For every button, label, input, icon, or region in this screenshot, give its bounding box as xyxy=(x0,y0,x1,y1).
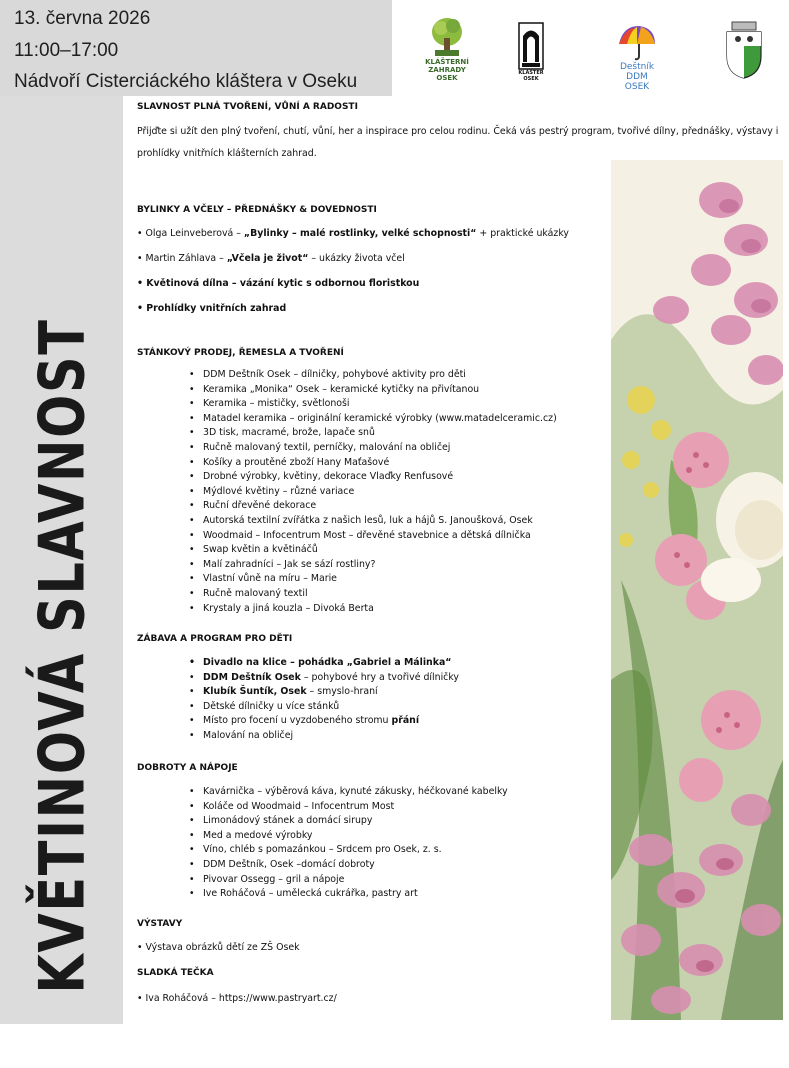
list-item: • Ručně malovaný textil, perníčky, malování na obličej xyxy=(189,441,557,456)
stankovy-list xyxy=(189,368,557,616)
logo-caption: KLÁŠTER OSEK xyxy=(518,70,544,82)
list-item: • Malí zahradníci – Jak se sází rostliny? xyxy=(189,558,557,573)
vertical-title-band xyxy=(0,96,123,1024)
vertical-event-title: KVĚTINOVÁ SLAVNOST xyxy=(25,318,99,994)
flower-watercolor-illustration xyxy=(611,160,783,1020)
list-item: • Keramika – mističky, světlonoši xyxy=(189,397,557,412)
list-item: • Swap květin a květináčů xyxy=(189,543,557,558)
list-item: • Dětské dílničky u více stánků xyxy=(189,700,459,715)
bylinky-item: • Olga Leinveberová – „Bylinky – malé rostlinky, velké schopnosti“ + praktické ukázky xyxy=(137,228,569,239)
list-item: • Pivovar Ossegg – gril a nápoje xyxy=(189,873,508,888)
event-header xyxy=(0,0,789,96)
list-item: • Krystaly a jiná kouzla – Divoká Berta xyxy=(189,602,557,617)
list-item: • Woodmaid – Infocentrum Most – dřevěné stavebnice a dětská dílnička xyxy=(189,529,557,544)
klaster-osek-logo xyxy=(514,22,548,94)
list-item: • Klubík Šuntík, Osek – smyslo-hraní xyxy=(189,685,459,700)
list-item: • Kavárnička – výběrová káva, kynuté zákusky, héčkované kabelky xyxy=(189,785,508,800)
klasterni-zahrady-logo xyxy=(412,16,482,88)
bylinky-item: • Květinová dílna – vázání kytic s odbornou floristkou xyxy=(137,278,420,289)
vystavy-heading: VÝSTAVY xyxy=(137,919,183,929)
stankovy-heading: STÁNKOVÝ PRODEJ, ŘEMESLA A TVOŘENÍ xyxy=(137,348,344,358)
list-item: • Mýdlové květiny – různé variace xyxy=(189,485,557,500)
list-item: • Ive Roháčová – umělecká cukrářka, pastry art xyxy=(189,887,508,902)
destnik-ddm-logo xyxy=(612,22,662,94)
list-item: • Malování na obličej xyxy=(189,729,459,744)
intro-text-line: Přijďte si užít den plný tvoření, chutí, vůní, her a inspirace pro celou rodinu. Čeká vás pestrý program, tvořivé dílny, přednášky, výstavy i xyxy=(137,126,779,137)
list-item: • Limonádový stánek a domácí sirupy xyxy=(189,814,508,829)
list-item: • DDM Deštník Osek – pohybové hry a tvořivé dílničky xyxy=(189,671,459,686)
bylinky-item: • Prohlídky vnitřních zahrad xyxy=(137,303,287,314)
zabava-heading: ZÁBAVA A PROGRAM PRO DĚTI xyxy=(137,634,293,644)
list-item: • DDM Deštník, Osek –domácí dobroty xyxy=(189,858,508,873)
list-item: • Med a medové výrobky xyxy=(189,829,508,844)
list-item: • Ručně malovaný textil xyxy=(189,587,557,602)
event-date: 13. června 2026 xyxy=(14,8,151,29)
intro-heading: SLAVNOST PLNÁ TVOŘENÍ, VŮNÍ A RADOSTI xyxy=(137,102,358,112)
list-item: • Koláče od Woodmaid – Infocentrum Most xyxy=(189,800,508,815)
list-item: • 3D tisk, macramé, brože, lapače snů xyxy=(189,426,557,441)
partner-logos xyxy=(392,0,789,96)
logo-caption: KLÁŠTERNÍ ZAHRADY OSEK xyxy=(425,58,469,82)
list-item: • Drobné výrobky, květiny, dekorace Vlaďky Renfusové xyxy=(189,470,557,485)
logo-caption: Deštník DDM OSEK xyxy=(619,62,655,92)
event-place: Nádvoří Cisterciáckého kláštera v Oseku xyxy=(14,71,358,92)
sladka-tecka-heading: SLADKÁ TEČKA xyxy=(137,968,214,978)
zabava-list xyxy=(189,656,459,744)
list-item: • Košíky a proutěné zboží Hany Maťašové xyxy=(189,456,557,471)
dobroty-heading: DOBROTY A NÁPOJE xyxy=(137,763,238,773)
osek-coat-of-arms-icon xyxy=(722,20,766,92)
list-item: • Autorská textilní zvířátka z našich lesů, luk a hájů S. Janoušková, Osek xyxy=(189,514,557,529)
list-item: • Matadel keramika – originální keramické výrobky (www.matadelceramic.cz) xyxy=(189,412,557,427)
dobroty-list xyxy=(189,785,508,902)
vystavy-item: • Výstava obrázků dětí ze ZŠ Osek xyxy=(137,942,300,953)
list-item: • Keramika „Monika“ Osek – keramické kytičky na přivítanou xyxy=(189,383,557,398)
list-item: • Víno, chléb s pomazánkou – Srdcem pro Osek, z. s. xyxy=(189,843,508,858)
list-item: • Vlastní vůně na míru – Marie xyxy=(189,572,557,587)
list-item: • DDM Deštník Osek – dílničky, pohybové aktivity pro děti xyxy=(189,368,557,383)
intro-text-line: prohlídky vnitřních klášterních zahrad. xyxy=(137,148,317,159)
bylinky-item: • Martin Záhlava – „Včela je život“ – ukázky života včel xyxy=(137,253,405,264)
list-item: • Místo pro focení u vyzdobeného stromu přání xyxy=(189,714,459,729)
list-item: • Ruční dřevěné dekorace xyxy=(189,499,557,514)
bylinky-heading: BYLINKY A VČELY – PŘEDNÁŠKY & DOVEDNOSTI xyxy=(137,205,377,215)
sladka-tecka-item: • Iva Roháčová – https://www.pastryart.cz/ xyxy=(137,993,337,1004)
list-item: • Divadlo na klice – pohádka „Gabriel a Málinka“ xyxy=(189,656,459,671)
event-time: 11:00–17:00 xyxy=(14,40,119,61)
